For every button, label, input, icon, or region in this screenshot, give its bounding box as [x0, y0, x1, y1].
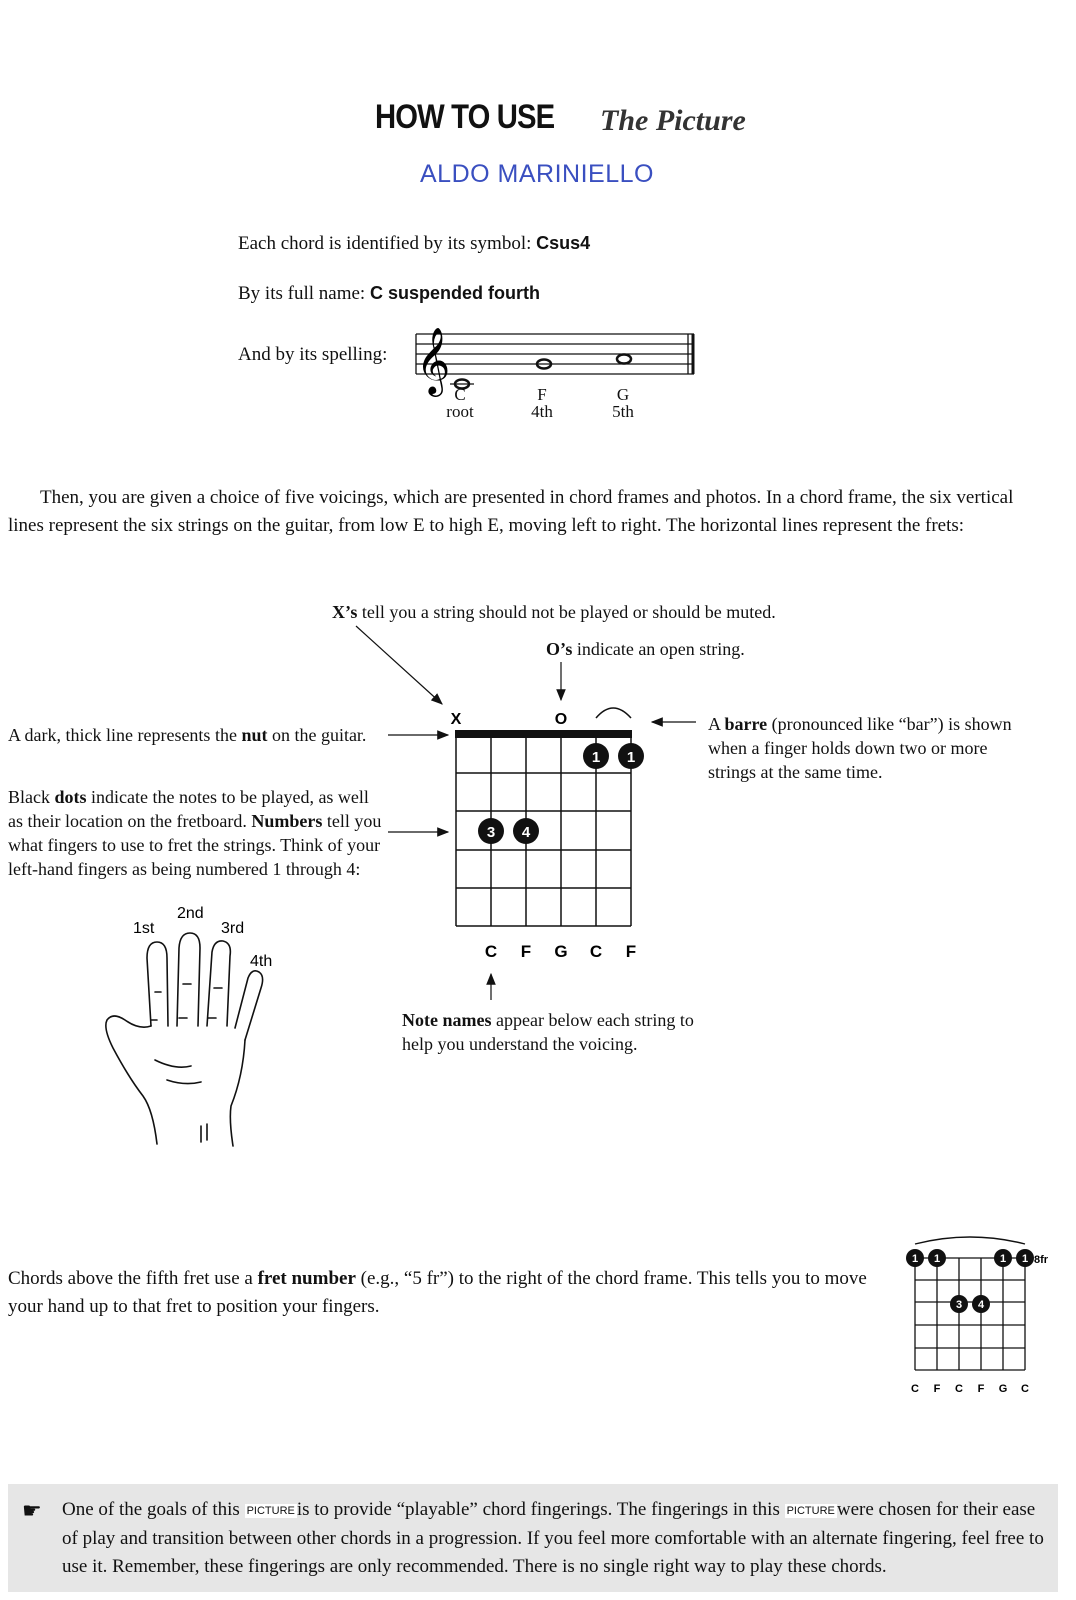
dots-text-pre: Black: [8, 787, 55, 807]
name-line: [238, 283, 540, 305]
treble-clef-icon: 𝄞: [416, 328, 451, 393]
fret-position-label: 8fr: [1034, 1254, 1049, 1266]
tip-text: [62, 1496, 1052, 1581]
finger-label-4th: 4th: [250, 953, 273, 970]
name-line-label: By its full name:: [238, 283, 366, 304]
small-finger-number: 1: [933, 1253, 941, 1265]
small-finger-number: 1: [1021, 1253, 1029, 1265]
spelling-degree: root: [446, 402, 474, 421]
page-title: HOW TO USE: [375, 98, 555, 136]
open-string-marker: O: [554, 711, 568, 728]
symbol-line-label: Each chord is identified by its symbol:: [238, 233, 532, 254]
tip-text-part2: is to provide “playable” chord fingerings. The fingerings in this: [296, 1499, 785, 1520]
nut-bold: nut: [241, 725, 268, 745]
finger-number: 4: [521, 824, 531, 841]
string-note: F: [625, 942, 637, 961]
tip-box: [8, 1484, 1058, 1592]
small-finger-dot: [928, 1249, 946, 1267]
small-string-note: C: [955, 1383, 963, 1395]
small-finger-number: 1: [999, 1253, 1007, 1265]
small-barre-arc: [915, 1237, 1025, 1244]
left-hand-illustration: [95, 900, 285, 1150]
spelling-note: C: [454, 385, 466, 404]
spelling-line-label: And by its spelling:: [238, 344, 388, 365]
small-finger-dot: [950, 1295, 968, 1313]
small-finger-dot: [1016, 1249, 1034, 1267]
finger-dot: [618, 743, 644, 769]
numbers-bold: Numbers: [251, 811, 323, 831]
fret-text-post: (e.g., “5 fr”) to the right of the chord frame. This tells you to move your hand up to that fret to position your fingers.: [8, 1268, 867, 1317]
chord-symbol: Csus4: [536, 233, 591, 253]
finger-dot: [513, 818, 539, 844]
spelling-degree: 5th: [612, 402, 634, 421]
string-note: F: [520, 942, 532, 961]
finger-number: 1: [626, 749, 636, 766]
small-string-note: C: [1021, 1383, 1029, 1395]
nut-text-post: on the guitar.: [267, 725, 367, 745]
picture-tag: PICTURE: [246, 1504, 295, 1517]
small-string-note: C: [911, 1383, 919, 1395]
author-name: ALDO MARINIELLO: [420, 160, 654, 188]
string-note: G: [554, 942, 568, 961]
finger-label-1st: 1st: [133, 920, 155, 937]
spelling-note: F: [537, 385, 547, 404]
small-finger-number: 4: [977, 1299, 985, 1311]
small-chord-diagram: [895, 1230, 1065, 1420]
note-names-bold: Note names: [402, 1010, 492, 1030]
finger-dot: [583, 743, 609, 769]
barre-arc: [596, 708, 631, 718]
dots-text-mid: indicate the notes to be played, as well as their location on the fretboard.: [8, 787, 369, 831]
string-note: C: [589, 942, 603, 961]
finger-number: 1: [591, 749, 601, 766]
finger-dot: [478, 818, 504, 844]
small-finger-dot: [906, 1249, 924, 1267]
symbol-line: [238, 233, 590, 255]
xs-text: tell you a string should not be played or should be muted.: [357, 602, 776, 622]
finger-label-3rd: 3rd: [221, 920, 245, 937]
spelling-degree: 4th: [531, 402, 553, 421]
os-text: indicate an open string.: [572, 639, 745, 659]
small-fretboard-grid: [915, 1258, 1025, 1370]
note-names-text: appear below each string to help you understand the voicing.: [402, 1010, 694, 1054]
tip-text-part3: were chosen for their ease of play and transition between other chords in a progression. If you feel more comfortable with an alternate fingering, feel free to use it. Remember, these fingerings are only recommended. There is no single right way to play these chords.: [62, 1499, 1044, 1577]
spelling-note: G: [616, 385, 630, 404]
small-string-note: G: [998, 1383, 1008, 1395]
small-finger-dot: [994, 1249, 1012, 1267]
fret-number-paragraph: [8, 1265, 868, 1321]
small-finger-number: 3: [955, 1299, 963, 1311]
finger-number: 3: [486, 824, 496, 841]
fret-number-bold: fret number: [257, 1268, 356, 1289]
string-note: C: [484, 942, 498, 961]
fret-text-pre: Chords above the fifth fret use a: [8, 1268, 258, 1289]
pointing-hand-icon: ☛: [22, 1498, 42, 1523]
intro-paragraph: Then, you are given a choice of five voicings, which are presented in chord frames and photos. In a chord frame, the six vertical lines represent the six strings on the guitar, from low E to high E, moving left to right. The horizontal lines represent the frets:: [8, 487, 1014, 536]
small-string-note: F: [977, 1383, 985, 1395]
page-subtitle: The Picture: [600, 104, 746, 137]
barre-text-pre: A: [708, 714, 725, 734]
small-finger-dot: [972, 1295, 990, 1313]
xs-bold: X’s: [332, 602, 358, 622]
muted-string-marker: X: [450, 711, 462, 728]
os-bold: O’s: [546, 639, 573, 659]
nut-bar: [455, 730, 632, 738]
note-g: [617, 355, 631, 364]
tip-text-part1: One of the goals of this: [62, 1499, 245, 1520]
barre-bold: barre: [724, 714, 768, 734]
nut-text-pre: A dark, thick line represents the: [8, 725, 242, 745]
chord-full-name: C suspended fourth: [369, 283, 540, 303]
dots-bold: dots: [54, 787, 87, 807]
small-finger-number: 1: [911, 1253, 919, 1265]
finger-label-2nd: 2nd: [177, 905, 204, 922]
dots-text-post: tell you what fingers to use to fret the strings. Think of your left-hand fingers as being numbered 1 through 4:: [8, 811, 382, 879]
small-string-note: F: [933, 1383, 941, 1395]
picture-tag: PICTURE: [786, 1504, 835, 1517]
barre-text-post: (pronounced like “bar”) is shown when a finger holds down two or more strings at the same time.: [708, 714, 1012, 782]
note-heads: [450, 355, 631, 389]
arrow-to-x: [356, 626, 442, 704]
